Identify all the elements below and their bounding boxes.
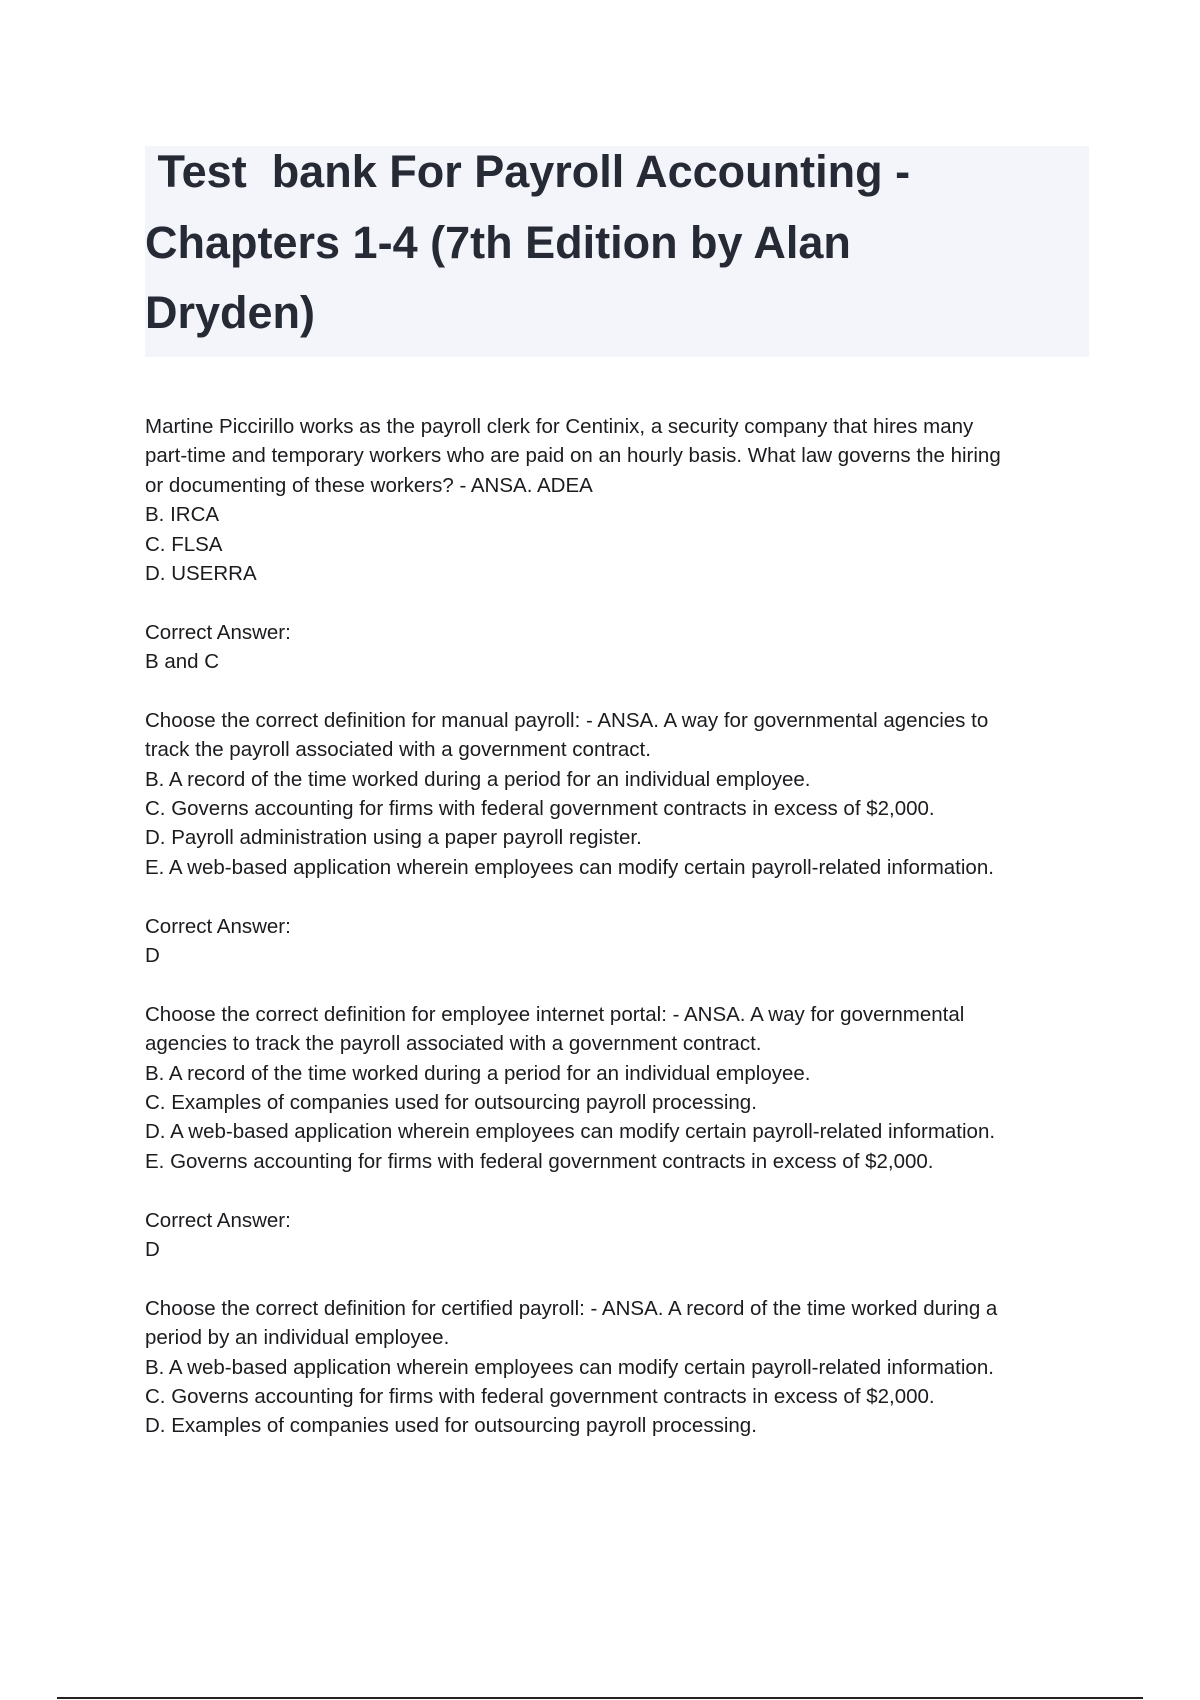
question-4-line-2: period by an individual employee. [145, 1326, 450, 1350]
question-3-line-2: agencies to track the payroll associated with a government contract. [145, 1032, 762, 1056]
spacer [145, 970, 1085, 999]
question-1-line-2: part-time and temporary workers who are paid on an hourly basis. What law governs the hiring [145, 444, 1001, 468]
spacer [145, 882, 1085, 911]
question-1-line-3: or documenting of these workers? - ANSA. ADEA [145, 473, 593, 497]
spacer [145, 677, 1085, 706]
spacer [145, 1176, 1085, 1205]
question-4-option-c: C. Governs accounting for firms with federal government contracts in excess of $2,000. [145, 1384, 935, 1408]
footer-divider [57, 1697, 1143, 1699]
question-3-option-d: D. A web-based application wherein employees can modify certain payroll-related information. [145, 1120, 996, 1144]
question-3-option-c: C. Examples of companies used for outsourcing payroll processing. [145, 1090, 757, 1114]
question-4-option-b: B. A web-based application wherein employees can modify certain payroll-related information. [145, 1355, 994, 1379]
question-2-option-e: E. A web-based application wherein employees can modify certain payroll-related information. [145, 855, 994, 879]
question-1-line-1: Martine Piccirillo works as the payroll clerk for Centinix, a security company that hires many [145, 415, 974, 438]
document-title-line-2: Chapters 1-4 (7th Edition by Alan [145, 217, 851, 268]
document-title-line-3: Dryden) [145, 287, 316, 338]
question-1-answer: B and C [145, 650, 220, 674]
document-title-block [145, 146, 1089, 357]
question-2-answer: D [145, 944, 160, 968]
question-3-answer: D [145, 1237, 160, 1261]
question-2-line-1: Choose the correct definition for manual payroll: - ANSA. A way for governmental agencies to [145, 708, 989, 732]
question-1-option-d: D. USERRA [145, 561, 257, 585]
question-1-answer-label: Correct Answer: [145, 620, 291, 644]
question-block-2 [145, 706, 1085, 1000]
question-2-answer-label: Correct Answer: [145, 914, 291, 938]
question-3-answer-label: Correct Answer: [145, 1208, 291, 1232]
question-1-option-b: B. IRCA [145, 503, 220, 527]
question-block-4 [145, 1294, 1085, 1441]
document-body [145, 412, 1085, 1441]
question-block-1 [145, 412, 1085, 706]
question-2-option-d: D. Payroll administration using a paper payroll register. [145, 826, 642, 850]
spacer [145, 588, 1085, 617]
question-2-line-2: track the payroll associated with a government contract. [145, 738, 651, 762]
spacer [145, 1264, 1085, 1293]
question-1-option-c: C. FLSA [145, 532, 223, 556]
question-3-line-1: Choose the correct definition for employee internet portal: - ANSA. A way for governmental [145, 1002, 965, 1026]
question-3-option-e: E. Governs accounting for firms with federal government contracts in excess of $2,000. [145, 1149, 934, 1173]
question-4-line-1: Choose the correct definition for certified payroll: - ANSA. A record of the time worked during a [145, 1296, 998, 1320]
question-2-option-b: B. A record of the time worked during a period for an individual employee. [145, 767, 811, 791]
question-block-3 [145, 1000, 1085, 1294]
question-3-option-b: B. A record of the time worked during a period for an individual employee. [145, 1061, 811, 1085]
document-title-line-1: Test bank For Payroll Accounting - [145, 146, 911, 197]
question-2-option-c: C. Governs accounting for firms with federal government contracts in excess of $2,000. [145, 797, 935, 821]
question-4-option-d: D. Examples of companies used for outsourcing payroll processing. [145, 1414, 757, 1438]
